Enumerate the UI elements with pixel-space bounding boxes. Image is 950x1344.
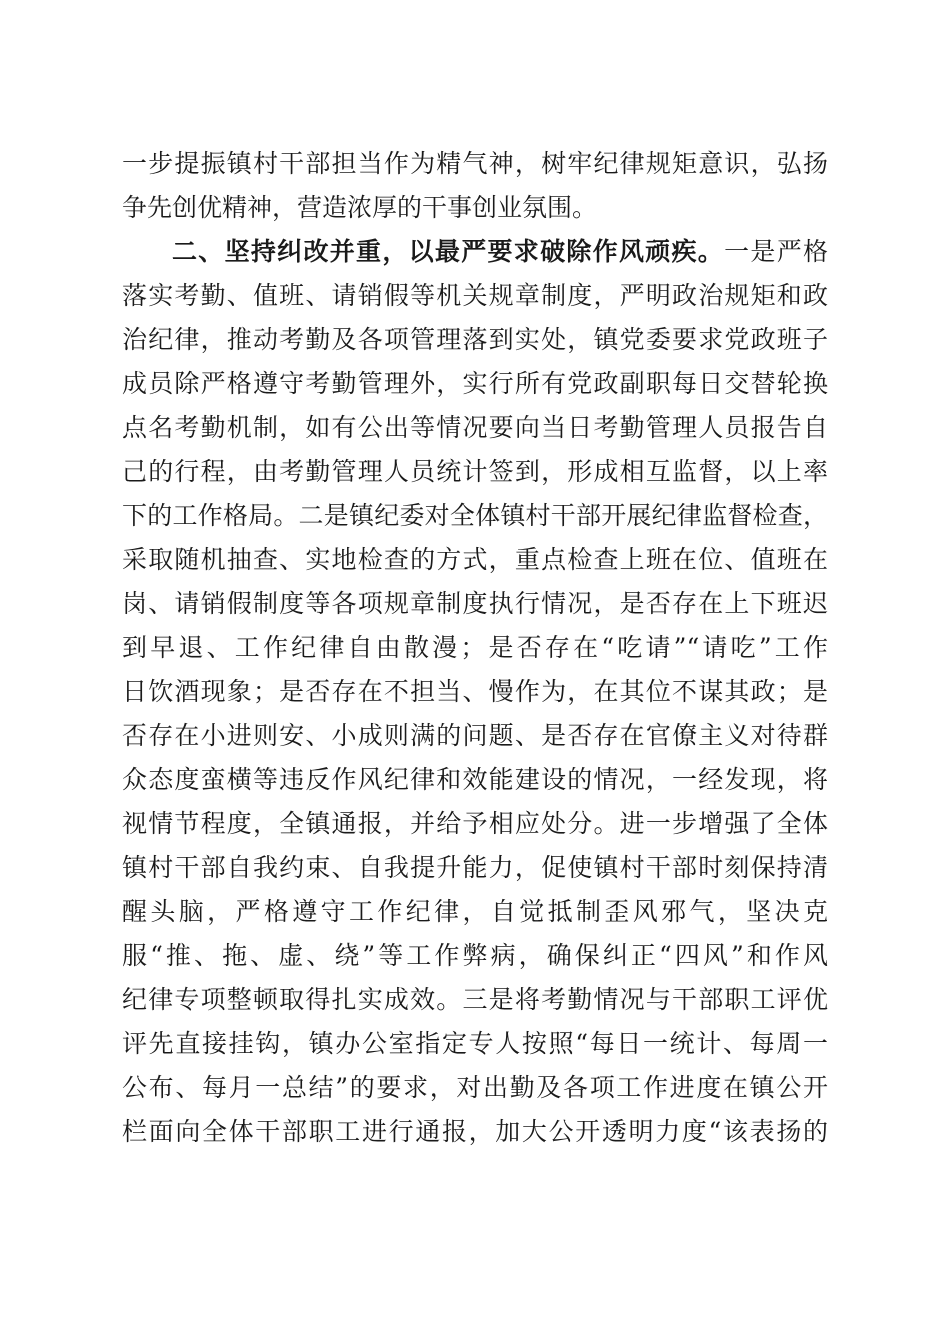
body-line-22: 栏面向全体干部职工进行通报，加大公开透明力度“该表扬的 (122, 1117, 828, 1146)
body-line-11: 到早退、工作纪律自由散漫；是否存在“吃请”“请吃”工作 (122, 633, 828, 662)
body-line-19: 纪律专项整顿取得扎实成效。三是将考勤情况与干部职工评优 (122, 985, 828, 1014)
body-line-6: 点名考勤机制，如有公出等情况要向当日考勤管理人员报告自 (122, 413, 828, 442)
body-line-18: 服“推、拖、虚、绕”等工作弊病，确保纠正“四风”和作风 (122, 941, 828, 970)
body-line-1: 一步提振镇村干部担当作为精气神，树牢纪律规矩意识，弘扬 (122, 149, 828, 178)
body-line-14: 众态度蛮横等违反作风纪律和效能建设的情况，一经发现，将 (122, 765, 828, 794)
body-line-15: 视情节程度，全镇通报，并给予相应处分。进一步增强了全体 (122, 809, 828, 838)
body-line-10: 岗、请销假制度等各项规章制度执行情况，是否存在上下班迟 (122, 589, 828, 618)
body-line-20: 评先直接挂钩，镇办公室指定专人按照“每日一统计、每周一 (122, 1029, 828, 1058)
body-line-3: 落实考勤、值班、请销假等机关规章制度，严明政治规矩和政 (122, 281, 828, 310)
body-line-17: 醒头脑，严格遵守工作纪律，自觉抵制歪风邪气，坚决克 (122, 897, 828, 926)
section-heading: 二、坚持纠改并重，以最严要求破除作风顽疾。 (172, 237, 725, 266)
body-line-2: 争先创优精神，营造浓厚的干事创业氛围。 (122, 193, 598, 222)
body-line-9: 采取随机抽查、实地检查的方式，重点检查上班在位、值班在 (122, 545, 828, 574)
section-heading-continuation: 一是严格 (724, 237, 828, 266)
body-line-21: 公布、每月一总结”的要求，对出勤及各项工作进度在镇公开 (122, 1073, 828, 1102)
body-line-8: 下的工作格局。二是镇纪委对全体镇村干部开展纪律监督检查， (122, 501, 828, 530)
body-line-16: 镇村干部自我约束、自我提升能力，促使镇村干部时刻保持清 (122, 853, 828, 882)
body-line-5: 成员除严格遵守考勤管理外，实行所有党政副职每日交替轮换 (122, 369, 828, 398)
body-line-13: 否存在小进则安、小成则满的问题、是否存在官僚主义对待群 (122, 721, 828, 750)
body-line-12: 日饮酒现象；是否存在不担当、慢作为，在其位不谋其政；是 (122, 677, 828, 706)
body-line-4: 治纪律，推动考勤及各项管理落到实处，镇党委要求党政班子 (122, 325, 828, 354)
section-heading-line (172, 230, 828, 274)
body-line-7: 己的行程，由考勤管理人员统计签到，形成相互监督，以上率 (122, 457, 828, 486)
